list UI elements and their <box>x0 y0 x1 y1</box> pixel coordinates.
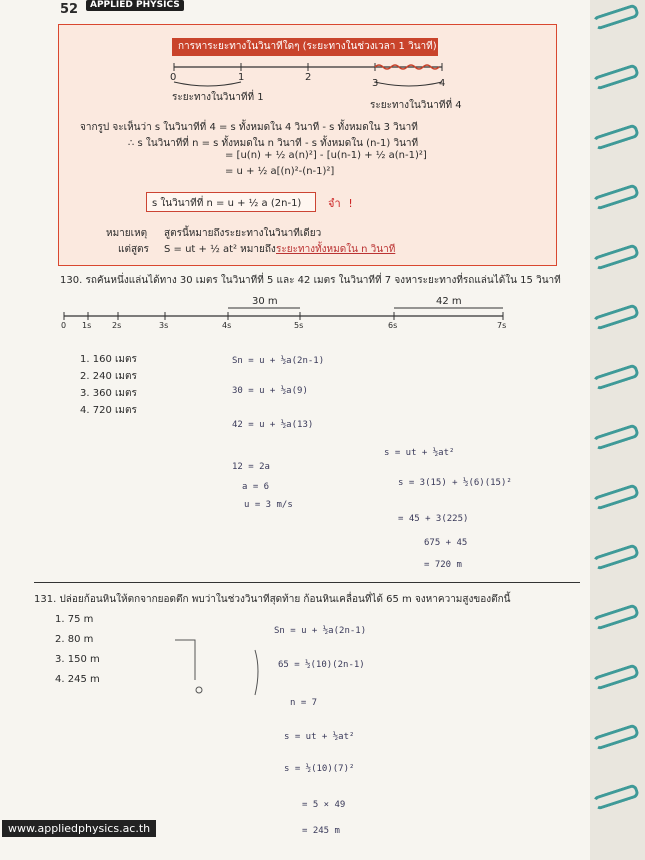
coil-icon <box>592 3 640 31</box>
tick-label: 1 <box>238 72 245 83</box>
handwritten-work: n = 7 <box>290 698 318 708</box>
label-sec1: ระยะทางในวินาทีที่ 1 <box>172 92 264 103</box>
label-sec4: ระยะทางในวินาทีที่ 4 <box>370 100 462 111</box>
derivation-line: = u + ½ a[(n)²-(n-1)²] <box>225 166 335 177</box>
choice: 2. 240 เมตร <box>80 371 137 382</box>
handwritten-work: 675 + 45 <box>424 538 468 548</box>
handwritten-work: a = 6 <box>242 482 270 492</box>
tick-label: 4 <box>439 78 446 89</box>
coil-icon <box>592 363 640 391</box>
divider <box>34 582 580 583</box>
handwritten-work: s = 3(15) + ½(6)(15)² <box>398 478 512 488</box>
handwritten-work: Sn = u + ½a(2n-1) <box>274 626 367 636</box>
segment-label: 42 m <box>436 296 462 307</box>
choice: 4. 720 เมตร <box>80 405 137 416</box>
compare-text: S = ut + ½ at² หมายถึง <box>164 244 276 255</box>
handwritten-work: 42 = u + ½a(13) <box>232 420 314 430</box>
note-text: สูตรนี้หมายถึงระยะทางในวินาทีเดียว <box>164 228 322 239</box>
handwritten-work: 12 = 2a <box>232 462 270 472</box>
handwritten-work: = 45 + 3(225) <box>398 514 469 524</box>
handwritten-work: = 5 × 49 <box>302 800 346 810</box>
coil-icon <box>592 663 640 691</box>
box-banner: การหาระยะทางในวินาทีใดๆ (ระยะทางในช่วงเวลา 1 วินาที) <box>172 38 438 56</box>
choice: 3. 150 m <box>55 654 100 665</box>
tick-label: 2 <box>305 72 312 83</box>
tick-label: 3s <box>159 321 169 330</box>
page-number: 52 <box>60 2 79 17</box>
coil-icon <box>592 183 640 211</box>
derivation-line: ∴ s ในวินาทีที่ n = s ทั้งหมดใน n วินาที - s ทั้งหมดใน (n-1) วินาที <box>128 138 419 149</box>
remember-note: จำ ! <box>328 197 354 210</box>
tick-label: 1s <box>82 321 92 330</box>
coil-icon <box>592 243 640 271</box>
coil-icon <box>592 603 640 631</box>
handwritten-work: u = 3 m/s <box>244 500 293 510</box>
coil-icon <box>592 423 640 451</box>
tick-label: 6s <box>388 321 398 330</box>
handwritten-work: 30 = u + ½a(9) <box>232 386 308 396</box>
coil-icon <box>592 723 640 751</box>
choice: 2. 80 m <box>55 634 94 645</box>
segment-label: 30 m <box>252 296 278 307</box>
tick-label: 4s <box>222 321 232 330</box>
note-label: หมายเหตุ <box>106 228 148 239</box>
handwritten-work: = 720 m <box>424 560 462 570</box>
choice: 4. 245 m <box>55 674 100 685</box>
formula: s ในวินาทีที่ n = u + ½ a (2n-1) <box>152 198 302 209</box>
tick-label: 0 <box>61 321 67 330</box>
choice: 1. 75 m <box>55 614 94 625</box>
tick-label: 0 <box>170 72 177 83</box>
coil-icon <box>592 303 640 331</box>
footer-url: www.appliedphysics.ac.th <box>2 820 156 837</box>
tick-label: 7s <box>497 321 507 330</box>
handwritten-work: 65 = ½(10)(2n-1) <box>278 660 365 670</box>
handwritten-work: = 245 m <box>302 826 340 836</box>
coil-icon <box>592 783 640 811</box>
coil-icon <box>592 63 640 91</box>
spiral-binding <box>590 0 645 860</box>
handwritten-work: s = ½(10)(7)² <box>284 764 355 774</box>
tick-label: 2s <box>112 321 122 330</box>
handwritten-work: Sn = u + ½a(2n-1) <box>232 356 325 366</box>
coil-icon <box>592 123 640 151</box>
coil-icon <box>592 483 640 511</box>
derivation-line: = [u(n) + ½ a(n)²] - [u(n-1) + ½ a(n-1)²] <box>225 150 427 161</box>
derivation-line: จากรูป จะเห็นว่า s ในวินาทีที่ 4 = s ทั้งหมดใน 4 วินาที - s ทั้งหมดใน 3 วินาที <box>80 122 418 133</box>
compare-link: ระยะทางทั้งหมดใน n วินาที <box>276 244 396 255</box>
choice: 1. 160 เมตร <box>80 354 137 365</box>
logo: APPLIED PHYSICS <box>86 0 184 11</box>
tick-label: 5s <box>294 321 304 330</box>
tick-label: 3 <box>372 78 379 89</box>
handwritten-work: s = ut + ½at² <box>284 732 355 742</box>
question-130: 130. รถคันหนึ่งแล่นได้ทาง 30 เมตร ในวินาทีที่ 5 และ 42 เมตร ในวินาทีที่ 7 จงหาระยะทางที่รถแล่นได้ใน 15 วินาที <box>60 275 561 286</box>
question-131: 131. ปล่อยก้อนหินให้ตกจากยอดตึก พบว่าในช่วงวินาทีสุดท้าย ก้อนหินเคลื่อนที่ได้ 65 m จงหาความสูงของตึกนี้ <box>34 594 511 605</box>
handwritten-work: s = ut + ½at² <box>384 448 455 458</box>
coil-icon <box>592 543 640 571</box>
compare-label: แต่สูตร <box>118 244 149 255</box>
choice: 3. 360 เมตร <box>80 388 137 399</box>
